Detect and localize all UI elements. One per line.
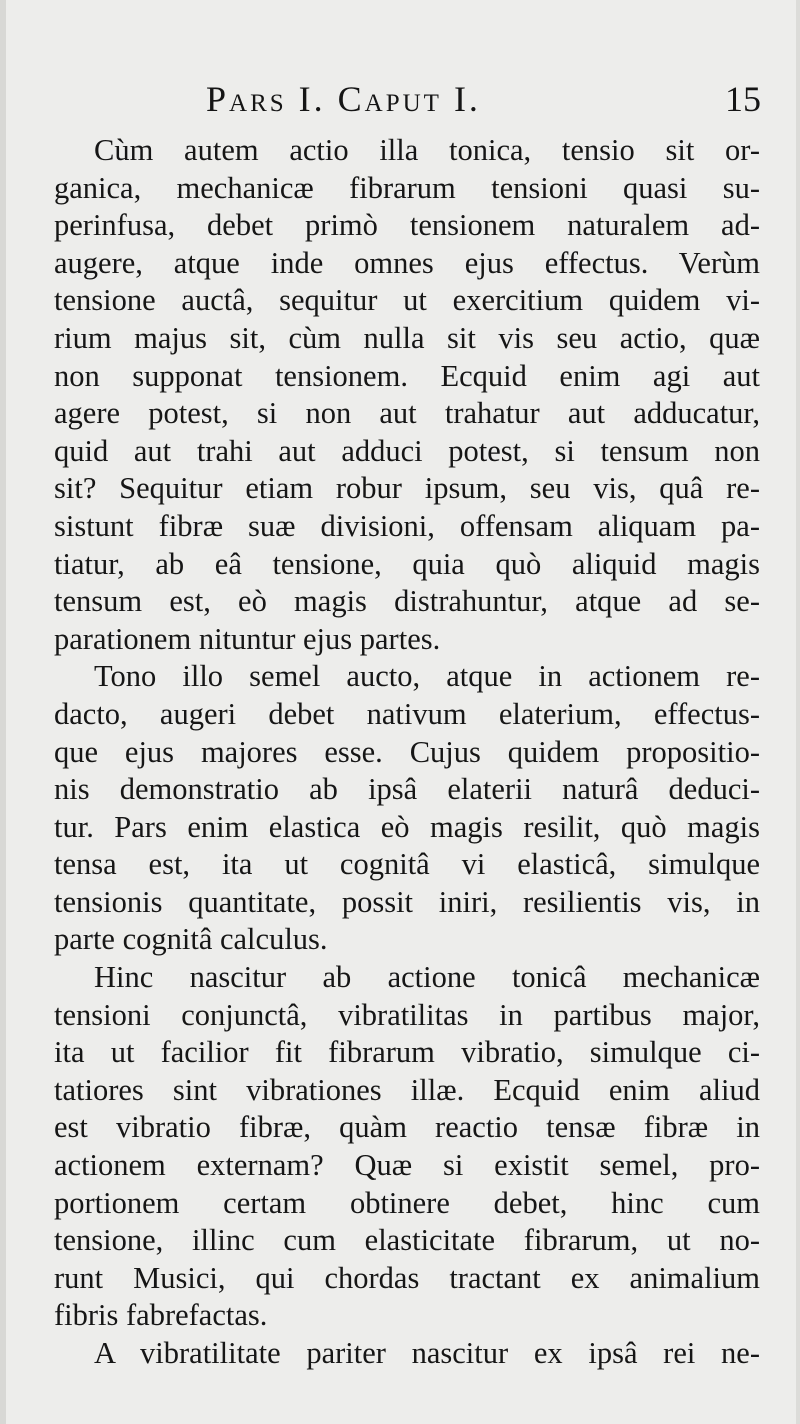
text-line: perinfusa, debet primò tensionem naturalem ad-	[54, 208, 760, 243]
text-line: tensioni conjunctâ, vibratilitas in partibus major,	[54, 997, 760, 1032]
text-line: nis demonstratio ab ipsâ elaterii naturâ deduci-	[54, 772, 760, 807]
text-line: ganica, mechanicæ fibrarum tensioni quasi su-	[54, 170, 760, 205]
text-line: tatiores sint vibrationes illæ. Ecquid enim aliud	[54, 1072, 760, 1107]
text-line: quid aut trahi aut adduci potest, si tensum non	[54, 433, 760, 468]
text-line: sistunt fibræ suæ divisioni, offensam aliquam pa-	[54, 508, 760, 543]
text-line: tensione, illinc cum elasticitate fibrarum, ut no-	[54, 1223, 760, 1258]
text-line: tensionis quantitate, possit iniri, resilientis vis, in	[54, 884, 760, 919]
paragraph	[54, 132, 760, 658]
text-line: Hinc nascitur ab actione tonicâ mechanicæ	[94, 960, 760, 995]
page-header	[206, 78, 761, 128]
paragraph	[54, 1335, 760, 1373]
text-line: tensione auctâ, sequitur ut exercitium quidem vi-	[54, 283, 760, 318]
text-line: actionem externam? Quæ si existit semel, pro-	[54, 1148, 760, 1183]
text-line: dacto, augeri debet nativum elaterium, effectus-	[54, 696, 760, 731]
text-line: augere, atque inde omnes ejus effectus. Verùm	[54, 245, 760, 280]
body-text	[54, 132, 760, 1373]
text-line: runt Musici, qui chordas tractant ex animalium	[54, 1260, 760, 1295]
page-number: 15	[725, 79, 761, 119]
text-line: est vibratio fibræ, quàm reactio tensæ fibræ in	[54, 1110, 760, 1145]
text-line: sit? Sequitur etiam robur ipsum, seu vis, quâ re-	[54, 471, 760, 506]
text-line: tiatur, ab eâ tensione, quia quò aliquid magis	[54, 546, 760, 581]
text-line: fibris fabrefactas.	[54, 1298, 268, 1333]
text-line: tur. Pars enim elastica eò magis resilit, quò magis	[54, 809, 760, 844]
text-line: tensum est, eò magis distrahuntur, atque ad se-	[54, 584, 760, 619]
text-line: parationem nituntur ejus partes.	[54, 621, 441, 656]
text-line: Cùm autem actio illa tonica, tensio sit or-	[94, 133, 760, 167]
text-line: Tono illo semel aucto, atque in actionem re-	[94, 659, 760, 694]
text-line: que ejus majores esse. Cujus quidem propositio-	[54, 734, 760, 769]
paragraph	[54, 959, 760, 1335]
text-line: portionem certam obtinere debet, hinc cum	[54, 1185, 760, 1220]
text-line: parte cognitâ calculus.	[54, 922, 328, 957]
text-line: A vibratilitate pariter nascitur ex ipsâ rei ne-	[94, 1336, 760, 1370]
text-line: ita ut facilior fit fibrarum vibratio, simulque ci-	[54, 1035, 760, 1070]
paragraph	[54, 658, 760, 959]
text-line: tensa est, ita ut cognitâ vi elasticâ, simulque	[54, 847, 760, 882]
text-line: agere potest, si non aut trahatur aut adducatur,	[54, 396, 760, 431]
text-line: rium majus sit, cùm nulla sit vis seu actio, quæ	[54, 320, 760, 355]
running-head: Pars I. Caput I.	[206, 79, 481, 119]
text-line: non supponat tensionem. Ecquid enim agi aut	[54, 358, 760, 393]
